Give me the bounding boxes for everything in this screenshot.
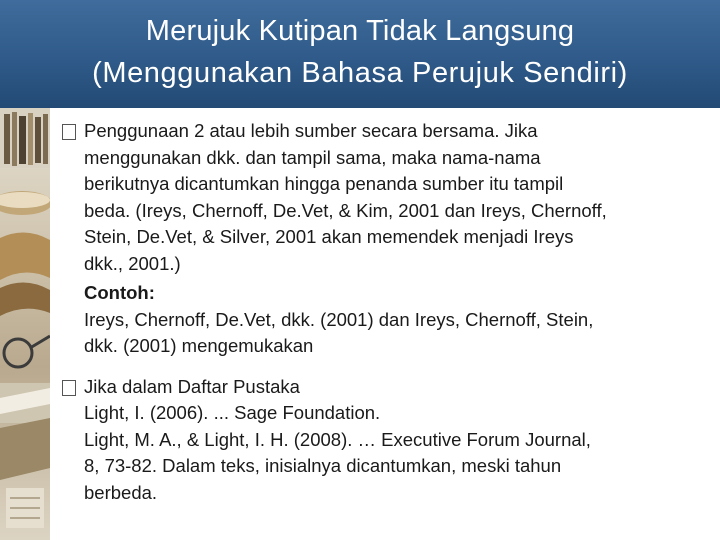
slide-title-line-2: (Menggunakan Bahasa Perujuk Sendiri) (92, 57, 628, 89)
bullet-item-2 (62, 374, 712, 507)
bullet-2-text: Jika dalam Daftar Pustaka Light, I. (2006). ... Sage Foundation. Light, M. A., & Light, I. H. (2008). … Executive Forum Journal, 8, 73-82. Dalam teks, inisialnya dicantumkan, meski tahun berbeda. (84, 375, 591, 503)
slide-title-bar (0, 0, 720, 108)
checkbox-bullet-icon (62, 380, 76, 396)
bullet-item-1 (62, 118, 712, 360)
bullet-1-text: Penggunaan 2 atau lebih sumber secara bersama. Jika menggunakan dkk. dan tampil sama, maka nama-nama berikutnya dicantumkan hingga penanda sumber itu tampil beda. (Ireys, Chernoff, De.Vet, & Kim, 2001 dan Ireys, Chernoff, Stein, De.Vet, & Silver, 2001 akan memendek menjadi Ireys dkk., 2001.) (84, 120, 607, 274)
slide-title-line-1: Merujuk Kutipan Tidak Langsung (145, 15, 575, 47)
slide-body (62, 118, 712, 506)
books-and-glasses-image (0, 108, 50, 540)
checkbox-bullet-icon (62, 124, 76, 140)
example-label: Contoh: (84, 282, 155, 303)
decorative-photo-strip (0, 108, 50, 540)
example-text: Ireys, Chernoff, De.Vet, dkk. (2001) dan Ireys, Chernoff, Stein, dkk. (2001) mengemukakan (84, 308, 594, 356)
